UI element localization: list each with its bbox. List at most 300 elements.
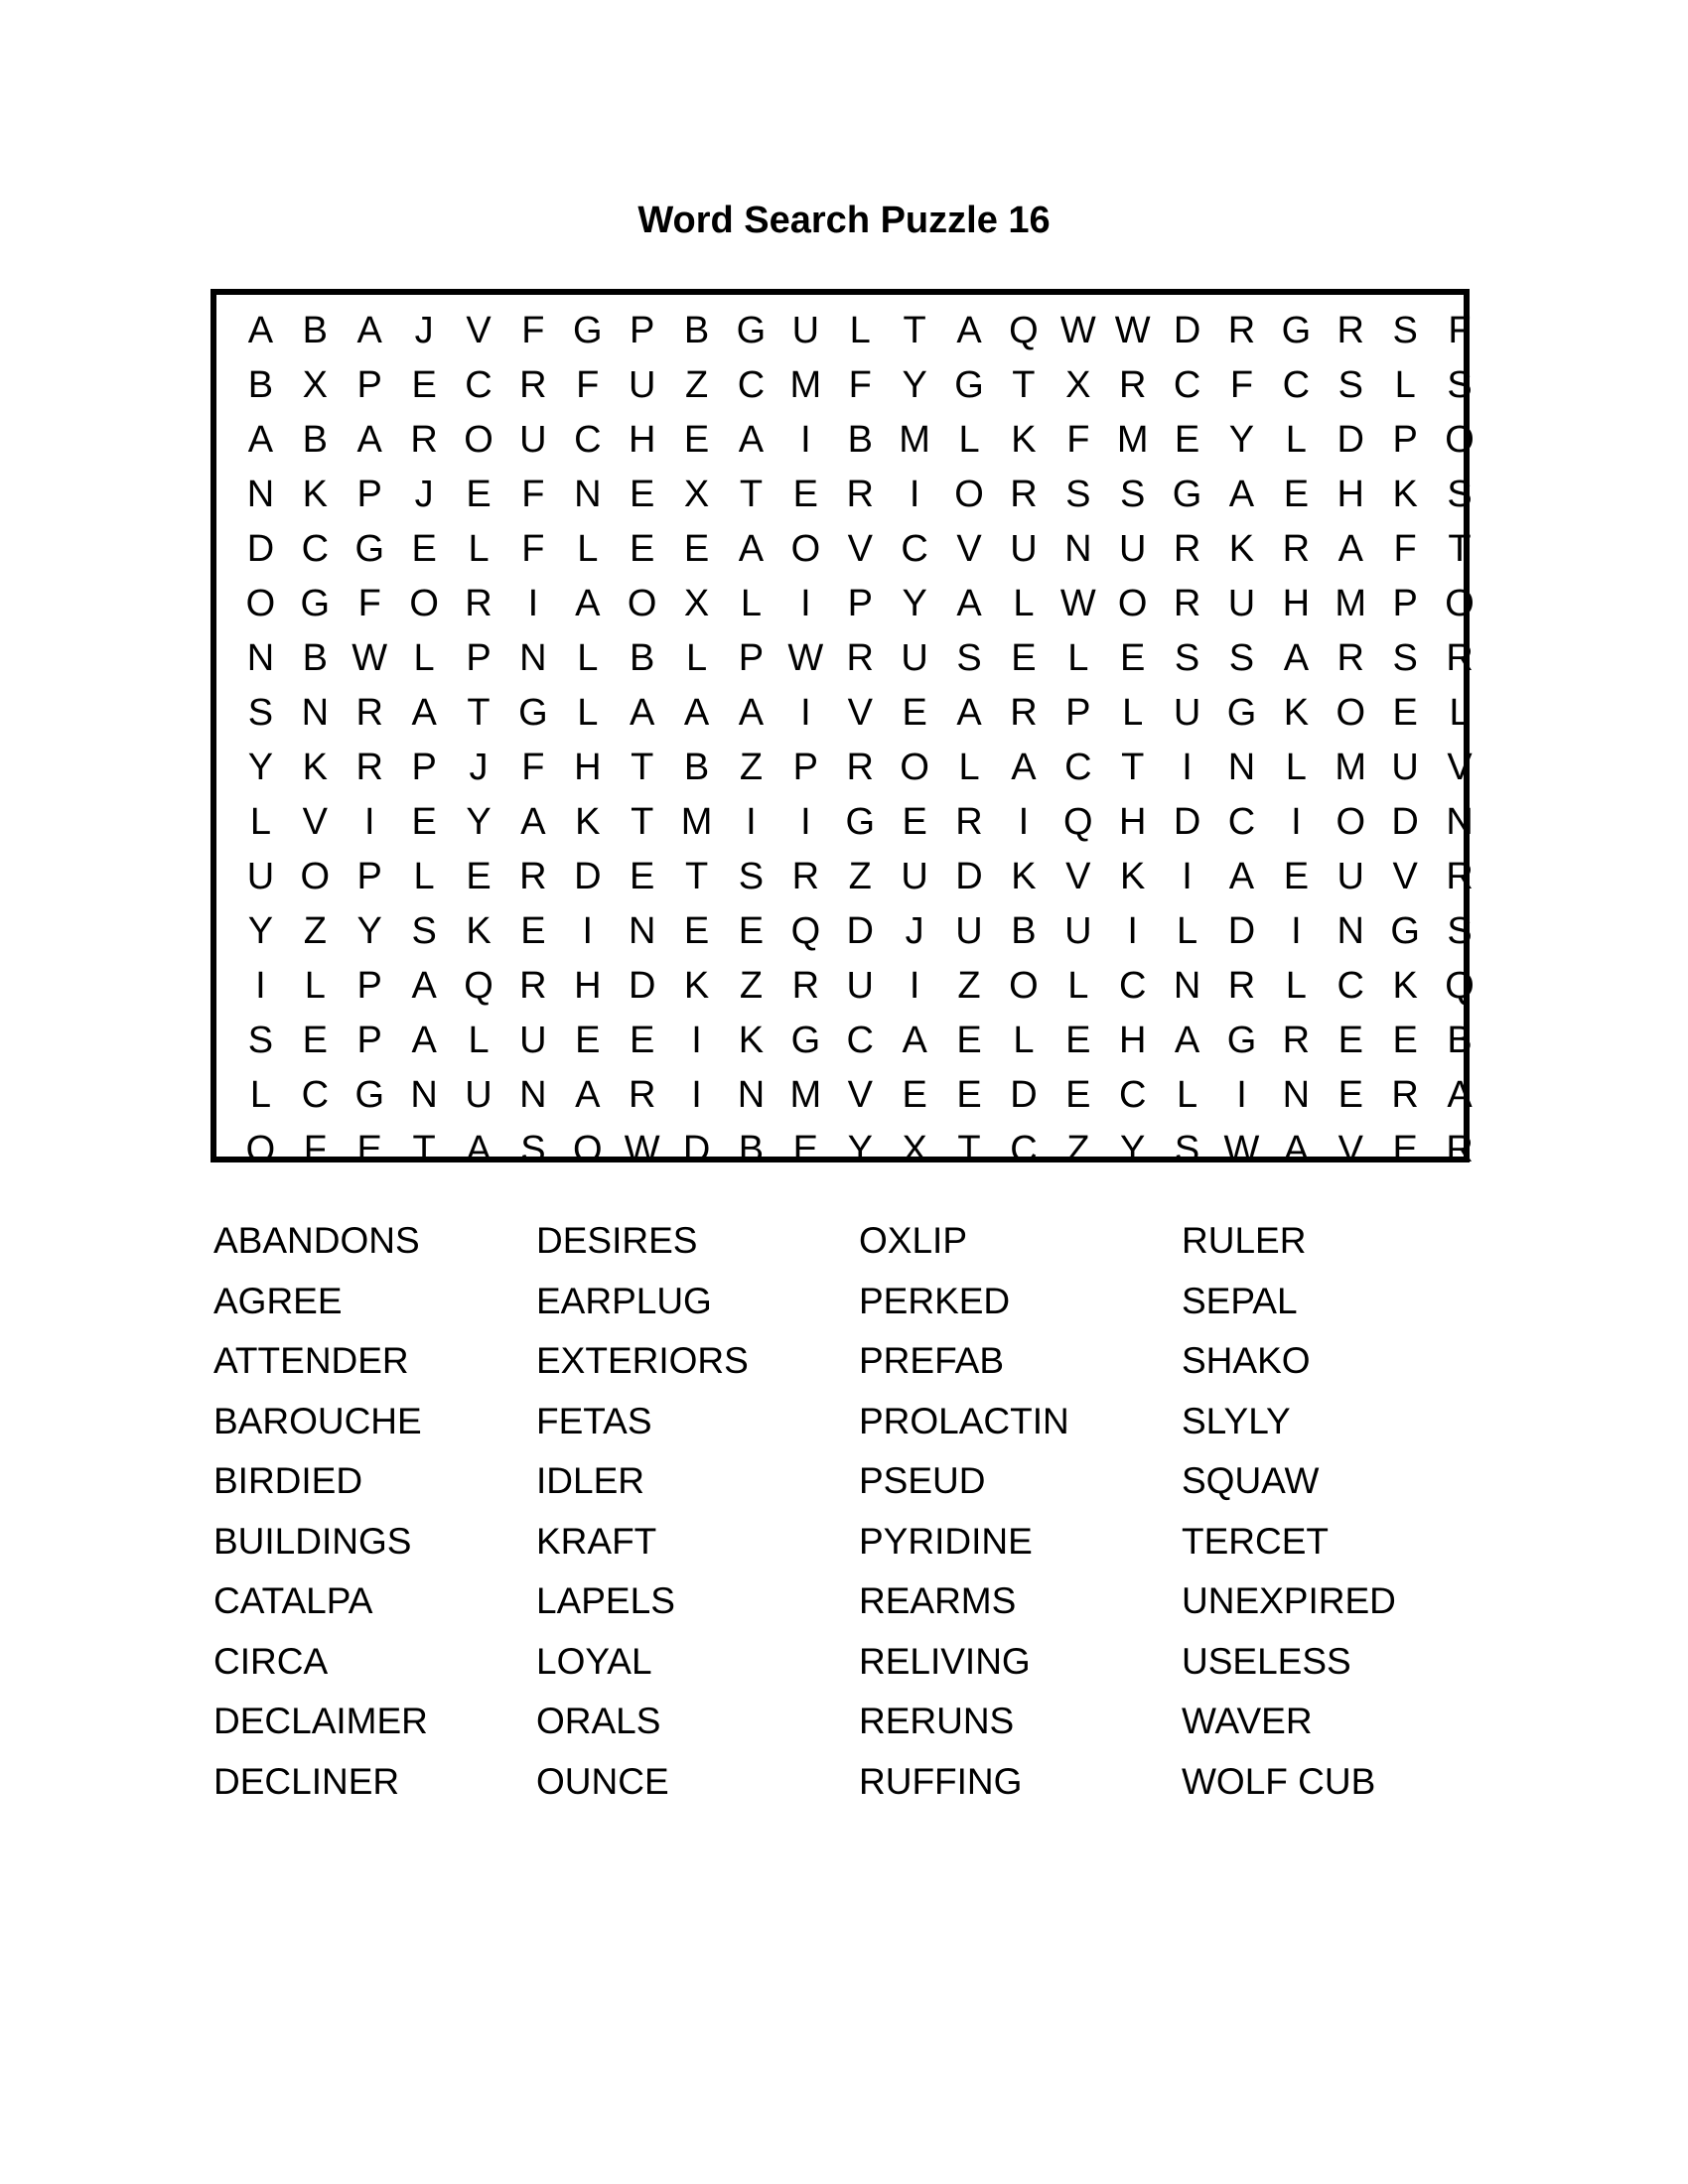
grid-letter: R <box>846 473 874 515</box>
grid-letter: N <box>246 636 275 679</box>
grid-letter: E <box>683 909 710 952</box>
grid-letter: H <box>574 964 602 1007</box>
word-list-item: EARPLUG <box>536 1280 712 1321</box>
grid-letter: N <box>628 909 656 952</box>
grid-letter: N <box>1173 964 1201 1007</box>
grid-letter: T <box>1121 746 1145 788</box>
grid-letter: E <box>902 800 927 843</box>
grid-letter: M <box>899 418 930 461</box>
grid-letter: Y <box>1228 418 1255 461</box>
grid-letter: T <box>1448 527 1472 570</box>
grid-letter: I <box>800 691 811 734</box>
grid-letter: F <box>1448 309 1472 351</box>
grid-letter: R <box>410 418 438 461</box>
grid-letter: A <box>575 582 601 624</box>
grid-letter: R <box>465 582 492 624</box>
word-list-item: PROLACTIN <box>859 1400 1069 1441</box>
word-list-item: REARMS <box>859 1580 1017 1621</box>
grid-letter: A <box>1283 636 1310 679</box>
grid-letter: F <box>576 363 600 406</box>
grid-letter: L <box>1285 418 1307 461</box>
grid-letter: F <box>357 582 381 624</box>
grid-letter: L <box>1177 1073 1198 1116</box>
grid-letter: E <box>466 473 492 515</box>
grid-letter: R <box>1173 582 1201 624</box>
grid-letter: V <box>847 527 873 570</box>
word-list-item: ABANDONS <box>213 1220 420 1261</box>
grid-letter: P <box>356 473 382 515</box>
grid-letter: E <box>1065 1073 1091 1116</box>
grid-letter: I <box>800 418 811 461</box>
grid-letter: X <box>302 363 329 406</box>
grid-letter: A <box>575 1073 601 1116</box>
grid-letter: S <box>1337 363 1363 406</box>
grid-letter: T <box>631 800 654 843</box>
grid-letter: M <box>680 800 713 843</box>
grid-letter: P <box>356 855 382 897</box>
grid-letter: E <box>1392 691 1418 734</box>
grid-letter: U <box>1336 855 1364 897</box>
grid-letter: A <box>956 309 982 351</box>
grid-letter: F <box>1066 418 1090 461</box>
grid-letter: F <box>521 527 545 570</box>
page-title: Word Search Puzzle 16 <box>637 200 1051 241</box>
word-list-item: BAROUCHE <box>213 1400 422 1441</box>
grid-letter: G <box>1281 309 1312 351</box>
grid-letter: K <box>683 964 710 1007</box>
grid-letter: R <box>1391 1073 1419 1116</box>
grid-letter: L <box>1122 691 1144 734</box>
grid-letter: X <box>683 473 710 515</box>
word-list-item: UNEXPIRED <box>1182 1580 1396 1621</box>
word-list-item: USELESS <box>1182 1640 1351 1682</box>
grid-letter: E <box>738 909 765 952</box>
grid-letter: V <box>302 800 329 843</box>
grid-letter: F <box>848 363 872 406</box>
grid-letter: L <box>249 1073 272 1116</box>
grid-letter: D <box>574 855 602 897</box>
grid-letter: N <box>246 473 275 515</box>
grid-letter: E <box>1174 418 1200 461</box>
grid-letter: A <box>466 1128 492 1170</box>
grid-letter: A <box>683 691 710 734</box>
grid-letter: R <box>846 746 874 788</box>
grid-letter: B <box>683 309 710 351</box>
grid-letter: A <box>738 691 765 734</box>
grid-letter: K <box>302 746 329 788</box>
grid-letter: S <box>247 691 274 734</box>
grid-letter: L <box>468 527 490 570</box>
grid-letter: C <box>301 527 330 570</box>
grid-letter: V <box>1337 1128 1363 1170</box>
grid-letter: I <box>691 1019 702 1061</box>
grid-letter: O <box>1336 691 1366 734</box>
grid-letter: D <box>246 527 275 570</box>
grid-letter: U <box>1064 909 1092 952</box>
grid-letter: B <box>630 636 655 679</box>
grid-letter: J <box>414 473 434 515</box>
grid-letter: I <box>1182 855 1193 897</box>
grid-letter: R <box>355 691 383 734</box>
grid-letter: V <box>1392 855 1418 897</box>
grid-letter: K <box>1392 964 1418 1007</box>
grid-letter: O <box>954 473 984 515</box>
grid-letter: N <box>737 1073 766 1116</box>
grid-letter: E <box>902 1073 927 1116</box>
grid-letter: W <box>624 1128 660 1170</box>
word-list <box>213 1211 1504 1827</box>
grid-letter: L <box>1449 691 1471 734</box>
grid-letter: N <box>1227 746 1256 788</box>
grid-letter: D <box>1391 800 1419 843</box>
grid-letter: J <box>469 746 489 788</box>
grid-letter: L <box>1285 964 1307 1007</box>
grid-letter: L <box>304 964 326 1007</box>
grid-letter: L <box>468 1019 490 1061</box>
grid-letter: V <box>1447 746 1473 788</box>
grid-letter: R <box>846 636 874 679</box>
grid-letter: F <box>521 473 545 515</box>
grid-letter: K <box>1120 855 1146 897</box>
grid-letter: P <box>1392 582 1418 624</box>
grid-letter: X <box>683 582 710 624</box>
grid-letter: S <box>1447 909 1473 952</box>
grid-letter: S <box>1392 636 1418 679</box>
grid-letter: A <box>956 691 982 734</box>
grid-letter: G <box>845 800 876 843</box>
grid-letter: L <box>958 746 980 788</box>
grid-letter: L <box>1013 1019 1035 1061</box>
grid-letter: R <box>1227 309 1256 351</box>
grid-letter: C <box>1336 964 1364 1007</box>
grid-letter: E <box>356 1128 382 1170</box>
grid-letter: L <box>413 855 435 897</box>
grid-letter: O <box>1336 800 1366 843</box>
grid-letter: Z <box>739 964 764 1007</box>
grid-letter: M <box>1335 582 1367 624</box>
word-list-item: SHAKO <box>1182 1340 1311 1381</box>
grid-letter: D <box>1336 418 1364 461</box>
grid-letter: L <box>1013 582 1035 624</box>
grid-letter: Y <box>356 909 382 952</box>
grid-letter: S <box>956 636 982 679</box>
grid-letter: U <box>519 418 547 461</box>
grid-letter: F <box>521 309 545 351</box>
grid-letter: E <box>575 1019 601 1061</box>
word-list-item: AGREE <box>213 1280 343 1321</box>
grid-letter: Y <box>466 800 492 843</box>
grid-letter: W <box>352 636 388 679</box>
word-list-item: TERCET <box>1182 1520 1329 1562</box>
grid-letter: U <box>1010 527 1038 570</box>
grid-letter: R <box>1173 527 1201 570</box>
grid-letter: E <box>956 1073 982 1116</box>
grid-letter: T <box>412 1128 436 1170</box>
letter-grid <box>233 303 1475 1170</box>
grid-letter: I <box>1018 800 1030 843</box>
grid-letter: U <box>955 909 983 952</box>
grid-letter: J <box>414 309 434 351</box>
grid-letter: D <box>628 964 656 1007</box>
grid-letter: U <box>1227 582 1256 624</box>
grid-letter: A <box>520 800 546 843</box>
grid-letter: U <box>628 363 656 406</box>
word-list-item: WOLF CUB <box>1182 1760 1376 1802</box>
grid-letter: L <box>958 418 980 461</box>
grid-letter: B <box>247 363 274 406</box>
grid-letter: K <box>575 800 601 843</box>
grid-letter: Q <box>1063 800 1093 843</box>
grid-letter: N <box>1336 909 1364 952</box>
grid-letter: I <box>909 964 920 1007</box>
word-list-item: PSEUD <box>859 1460 986 1501</box>
grid-letter: R <box>955 800 983 843</box>
word-list-item: SLYLY <box>1182 1400 1291 1441</box>
grid-letter: I <box>800 582 811 624</box>
grid-letter: D <box>955 855 983 897</box>
word-list-item: RELIVING <box>859 1640 1031 1682</box>
grid-letter: A <box>630 691 655 734</box>
grid-letter: U <box>901 636 928 679</box>
grid-letter: S <box>1065 473 1091 515</box>
grid-letter: L <box>1285 746 1307 788</box>
grid-letter: N <box>1282 1073 1311 1116</box>
word-list-item: FETAS <box>536 1400 652 1441</box>
grid-letter: P <box>1392 418 1418 461</box>
grid-letter: O <box>900 746 929 788</box>
grid-letter: F <box>1229 363 1254 406</box>
grid-letter: E <box>792 1128 819 1170</box>
grid-letter: E <box>683 527 710 570</box>
grid-letter: P <box>466 636 492 679</box>
grid-letter: B <box>847 418 873 461</box>
grid-letter: U <box>1173 691 1201 734</box>
grid-letter: R <box>1446 855 1474 897</box>
grid-letter: P <box>411 746 437 788</box>
grid-letter: R <box>1282 1019 1311 1061</box>
grid-letter: A <box>956 582 982 624</box>
grid-letter: U <box>901 855 928 897</box>
grid-letter: I <box>1291 800 1302 843</box>
grid-letter: H <box>1118 800 1147 843</box>
grid-letter: S <box>1174 1128 1200 1170</box>
grid-letter: X <box>1065 363 1091 406</box>
grid-letter: A <box>1228 855 1255 897</box>
grid-letter: R <box>1446 1128 1474 1170</box>
grid-letter: G <box>354 527 384 570</box>
grid-letter: G <box>300 582 331 624</box>
grid-letter: S <box>1174 636 1200 679</box>
word-list-item: PERKED <box>859 1280 1011 1321</box>
grid-letter: M <box>789 1073 822 1116</box>
grid-letter: Z <box>848 855 872 897</box>
grid-letter: T <box>739 473 764 515</box>
grid-letter: A <box>356 418 382 461</box>
grid-letter: Q <box>464 964 493 1007</box>
grid-letter: E <box>630 1019 655 1061</box>
grid-letter: I <box>1291 909 1302 952</box>
grid-letter: O <box>409 582 439 624</box>
grid-letter: K <box>302 473 329 515</box>
grid-letter: G <box>1226 691 1257 734</box>
word-list-item: RUFFING <box>859 1760 1023 1802</box>
grid-letter: B <box>683 746 710 788</box>
grid-letter: V <box>847 1073 873 1116</box>
grid-letter: T <box>1012 363 1036 406</box>
grid-letter: A <box>1011 746 1037 788</box>
grid-letter: Z <box>684 363 709 406</box>
grid-letter: C <box>1282 363 1311 406</box>
grid-letter: C <box>737 363 766 406</box>
grid-letter: R <box>519 363 547 406</box>
grid-letter: K <box>1228 527 1255 570</box>
grid-letter: S <box>520 1128 546 1170</box>
grid-letter: G <box>736 309 767 351</box>
grid-letter: P <box>630 309 655 351</box>
grid-letter: Y <box>847 1128 873 1170</box>
grid-letter: P <box>1065 691 1091 734</box>
grid-letter: A <box>1447 1073 1473 1116</box>
grid-letter: T <box>684 855 709 897</box>
grid-letter: R <box>791 855 820 897</box>
grid-letter: S <box>247 1019 274 1061</box>
grid-letter: T <box>903 309 926 351</box>
grid-letter: E <box>902 691 927 734</box>
word-list-item: ORALS <box>536 1701 661 1741</box>
grid-letter: Q <box>1445 964 1475 1007</box>
grid-letter: H <box>1336 473 1364 515</box>
grid-letter: N <box>519 636 547 679</box>
grid-letter: R <box>1227 964 1256 1007</box>
grid-letter: B <box>1011 909 1037 952</box>
grid-letter: O <box>1445 582 1475 624</box>
grid-letter: K <box>1011 418 1037 461</box>
grid-letter: M <box>1335 746 1367 788</box>
grid-letter: D <box>1173 309 1201 351</box>
word-list-item: OXLIP <box>859 1220 967 1261</box>
grid-letter: E <box>683 418 710 461</box>
grid-letter: G <box>1390 909 1420 952</box>
grid-letter: Y <box>902 582 927 624</box>
grid-letter: E <box>1120 636 1146 679</box>
grid-letter: V <box>847 691 873 734</box>
grid-letter: E <box>1337 1073 1363 1116</box>
grid-letter: U <box>791 309 820 351</box>
grid-letter: L <box>413 636 435 679</box>
grid-letter: L <box>686 636 708 679</box>
grid-letter: A <box>247 418 274 461</box>
grid-letter: V <box>956 527 982 570</box>
grid-letter: L <box>577 636 599 679</box>
grid-letter: H <box>1118 1019 1147 1061</box>
grid-letter: U <box>1118 527 1147 570</box>
word-list-item: RERUNS <box>859 1701 1015 1741</box>
grid-letter: P <box>356 964 382 1007</box>
grid-letter: I <box>582 909 594 952</box>
grid-letter: S <box>1120 473 1146 515</box>
word-list-item: EXTERIORS <box>536 1340 749 1381</box>
grid-letter: H <box>1282 582 1311 624</box>
grid-letter: E <box>1065 1019 1091 1061</box>
grid-letter: V <box>466 309 492 351</box>
grid-letter: O <box>245 1128 276 1170</box>
grid-letter: I <box>363 800 375 843</box>
grid-letter: L <box>849 309 871 351</box>
grid-letter: I <box>691 1073 702 1116</box>
grid-letter: R <box>1336 636 1364 679</box>
grid-letter: C <box>1227 800 1256 843</box>
grid-letter: R <box>628 1073 656 1116</box>
grid-letter: E <box>630 473 655 515</box>
grid-letter: L <box>577 527 599 570</box>
grid-letter: G <box>954 363 984 406</box>
grid-letter: I <box>1236 1073 1247 1116</box>
word-list-item: SQUAW <box>1182 1460 1320 1501</box>
grid-letter: E <box>302 1019 329 1061</box>
grid-letter: R <box>355 746 383 788</box>
grid-letter: O <box>245 582 276 624</box>
grid-letter: O <box>573 1128 603 1170</box>
grid-letter: Z <box>957 964 981 1007</box>
grid-letter: L <box>249 800 272 843</box>
grid-letter: P <box>356 363 382 406</box>
grid-letter: C <box>1010 1128 1038 1170</box>
grid-letter: W <box>1059 309 1096 351</box>
grid-letter: C <box>465 363 492 406</box>
grid-letter: U <box>846 964 874 1007</box>
grid-letter: A <box>1337 527 1363 570</box>
grid-letter: I <box>746 800 757 843</box>
grid-letter: R <box>791 964 820 1007</box>
grid-letter: C <box>846 1019 874 1061</box>
grid-letter: C <box>1064 746 1092 788</box>
grid-letter: P <box>847 582 873 624</box>
grid-letter: A <box>411 1019 437 1061</box>
grid-letter: S <box>1447 363 1473 406</box>
grid-letter: E <box>956 1019 982 1061</box>
grid-letter: R <box>1010 473 1038 515</box>
word-list-item: BUILDINGS <box>213 1520 412 1562</box>
grid-letter: G <box>354 1073 384 1116</box>
grid-letter: A <box>738 418 765 461</box>
grid-letter: D <box>846 909 874 952</box>
grid-letter: K <box>1392 473 1418 515</box>
grid-letter: S <box>1447 473 1473 515</box>
grid-letter: I <box>800 800 811 843</box>
grid-letter: Y <box>247 746 274 788</box>
grid-letter: O <box>1445 418 1475 461</box>
grid-letter: E <box>520 909 546 952</box>
grid-letter: O <box>790 527 821 570</box>
grid-letter: C <box>574 418 602 461</box>
grid-letter: F <box>303 1128 327 1170</box>
grid-letter: R <box>1010 691 1038 734</box>
word-list-item: RULER <box>1182 1220 1307 1261</box>
grid-letter: E <box>466 855 492 897</box>
grid-letter: C <box>901 527 928 570</box>
grid-letter: F <box>1393 527 1417 570</box>
grid-letter: R <box>519 964 547 1007</box>
grid-letter: D <box>682 1128 711 1170</box>
grid-letter: A <box>902 1019 927 1061</box>
grid-letter: M <box>789 363 822 406</box>
grid-letter: T <box>631 746 654 788</box>
grid-letter: A <box>1174 1019 1200 1061</box>
grid-letter: P <box>356 1019 382 1061</box>
grid-letter: W <box>1059 582 1096 624</box>
word-list-item: WAVER <box>1182 1701 1313 1741</box>
grid-letter: L <box>1394 363 1416 406</box>
